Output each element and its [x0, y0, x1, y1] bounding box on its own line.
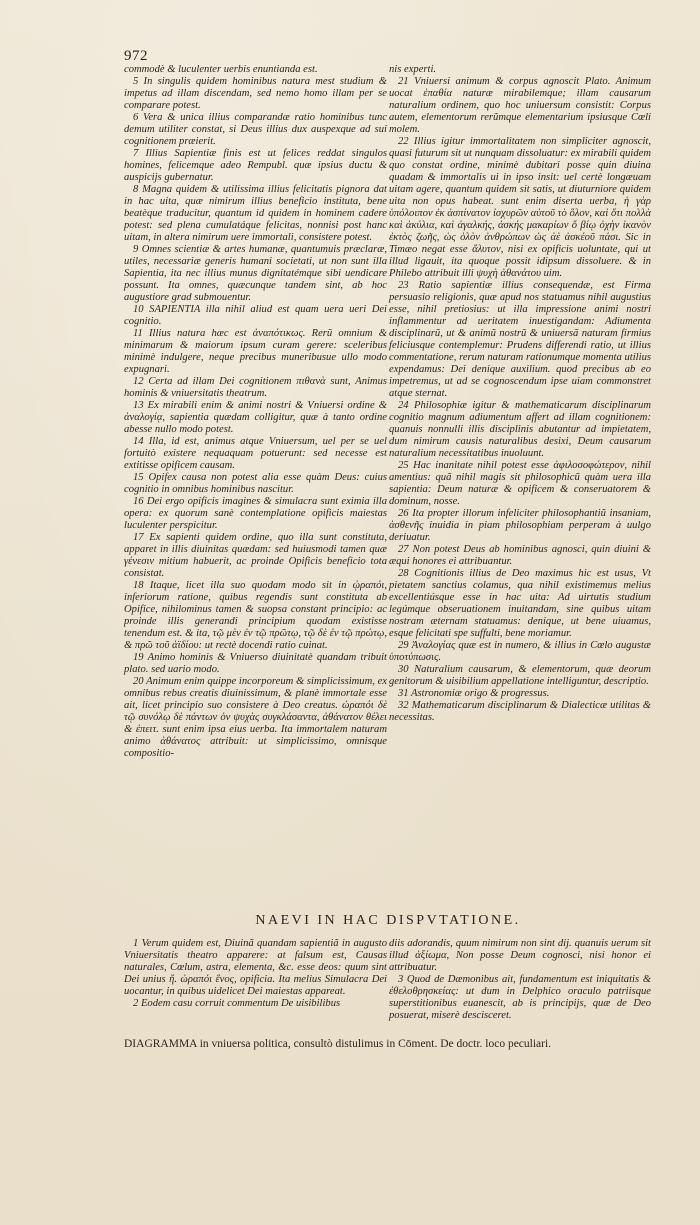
left-column — [124, 64, 387, 760]
naevi-right-column — [389, 938, 651, 1022]
naevi-left-column — [124, 938, 387, 1010]
paragraph: 17 Ex sapienti quidem ordine, quo illa sunt constituta, apparet in illis diuinitas quædam: sed huiusmodi tamen quæ γένεσιν mitium habuerit, ac proinde Opificis beneficio tota consistat. — [124, 532, 387, 579]
paragraph: 6 Vera & unica illius comparandæ ratio hominibus tunc demum utiliter constat, si Deus illius dux auspexque ad sui cognitionem præierit. — [124, 112, 387, 147]
paragraph: 20 Animum enim quippe incorporeum & simplicissimum, ex omnibus rebus creatis diuinissimum, & planè immortale esse ait, licet principio suo consistere à Deo creatus. ὠραπόι δὲ τῷ συνόλῳ δὲ πάντων ὁν ψυχὰς συγκλάσαντα, ἀθάνατον θέλει & ἐπειτ. sunt enim ipsa eius uerba. Ita immortalem naturam animo ἀθάνατος attribuit: ut simplicissimo, omnisque compositio- — [124, 676, 387, 759]
paragraph: 10 SAPIENTIA illa nihil aliud est quam uera ueri Dei cognitio. — [124, 304, 387, 327]
paragraph: 28 Cognitionis illius de Deo maximus hic est usus, Vt pietatem sanctius colamus, qua nihil existimemus melius excellentiúsque esse in hac uita: Ad uirtutis studium legúmque obseruationem inuitandam, sine quibus uitam nostram æternam statuamus: denique, ut bene uiuamus, esque felicitati spe suffulti, bene moriamur. — [389, 568, 651, 639]
paragraph: 14 Illa, id est, animus atque Vniuersum, uel per se uel fortuitò existere nequaquam potuerunt: sed necesse est extitisse opificem causam. — [124, 436, 387, 471]
paragraph: 31 Astronomiæ origo & progressus. — [398, 688, 550, 699]
paragraph: diis adorandis, quum nimirum non sint dij. quanuis uerum sit illud ἀξίωμα, Non posse Deum cognosci, nisi honor ei attribuatur. — [389, 938, 651, 973]
paragraph: 19 Animo hominis & Vniuerso diuinitatè quandam tribuit plato. sed uario modo. — [124, 652, 387, 675]
paragraph: 32 Mathematicarum disciplinarum & Dialecticæ utilitas & necessitas. — [389, 700, 651, 723]
paragraph: 15 Opifex causa non potest alia esse quàm Deus: cuius cognitio in omnibus hominibus nascitur. — [124, 472, 387, 495]
paragraph: 1 Verum quidem est, Diuinã quandam sapientiã in augusto Vniuersitatis theatro apparere: at falsum est, Causas naturales, Cœlum, astra, elementa, &c. esse deos: quum sint Dei unius ἤ. ὠραπόι ἕνος, opificia. Ita melius Simulacra Dei uocantur, in quibus uidelicet Dei maiestas appareat. — [124, 938, 387, 997]
paragraph: 7 Illius Sapientiæ finis est ut felices reddat singulos homines, felicemque adeo Rempubl. quæ ipsius ductu & auspicijs gubernatur. — [124, 148, 387, 183]
paragraph: 29 Ἀναλογίας quæ est in numero, & illius in Cœlo augustæ ὑποτύπωσις. — [389, 640, 651, 663]
paragraph: 25 Hac inanitate nihil potest esse ἀφιλοσοφώτερον, nihil amentius: quã nihil magis sit philosophicũ quàm uera illa sapientia: Deum naturæ & opificem & conseruatorem & dominum, nosse. — [389, 460, 651, 507]
paragraph: 23 Ratio sapientiæ illius consequendæ, est Firma persuasio religionis, quæ apud nos statuamus nihil augustius esse, nihil pretiosius: ut illa impressione animi nostri inflammentur ad ueritatem inuestigandam: Adiumenta disciplinarũ, ut & animũ nostrũ & uniuersã naturam firmius feliciusque contemplemur: Prudens differendi ratio, ut illius commentatione, rerum naturam rationumque momenta utilius expendamus: Dei denique auxilium. quod precibus ab eo impetremus, ut ad se cognoscendum ipse uiam commonstret atque sternat. — [389, 280, 651, 399]
paragraph: 9 Omnes scientiæ & artes humanæ, quantumuis præclaræ, utiles, necessariæ generis humani societati, ut non sunt illa Sapientia, ita nec illius munus dignitatémque sibi uendicare possunt. Ita omnes, quæcunque tandem sint, ab hoc augustiore grad submouentur. — [124, 244, 387, 303]
paragraph: 16 Dei ergo opificis imagines & simulacra sunt eximia illa opera: ex quorum sanè contemplatione opificis maiestas luculenter perspicitur. — [124, 496, 387, 531]
paragraph: 26 Ita propter illorum infeliciter philosophantiũ insaniam, ἀσθενῆς inuidia in piam philosophiam perperam à uulgo deriuatur. — [389, 508, 651, 543]
section-heading: NAEVI IN HAC DISPVTATIONE. — [255, 913, 521, 928]
paragraph: 12 Certa ad illam Dei cognitionem πιθανὰ sunt, Animus hominis & vniuersitatis theatrum. — [124, 376, 387, 399]
paragraph: 22 Illius igitur immortalitatem non simpliciter agnoscit, quasi futurum sit ut nunquam dissoluatur: ex mirabili quidem quo constat ordine, minimè dubitari posse quin diuina quadam & immortalis ui in ipso insit: uel certè longæuam uitam agere, quantum quidem sit satis, ut diuturniore quidem uita non opus habeat. sunt enim diserta uerba, ἡ γὰρ ὑπόλοιπον ἐκ ἀσπίνατον ἰσχυρῶν αὐτοῦ τὸ ὅλον, καὶ ὅτι πολλὰ καὶ ἀκύλια, καὶ ἀγαλκής, ἀσκής μακαρίων ὅ βίῳ ὀχὴν ἰκανὸν ἐκτὸς ζωῆς, ὡς ὁλὸν ἀνθρώπων ὡς ἀὲ ἀσκέοῦ πάσι. Sic in Timæo negat esse ἄλυτον, nisi ex opificis uoluntate, qui ut illud ligauit, ita quoque possit idipsum dissoluere. & in Philebo attribuit illi ψυχὴ ἀθανάτου uim. — [389, 136, 651, 279]
page-number: 972 — [124, 48, 148, 64]
paragraph: 30 Naturalium causarum, & elementorum, quæ deorum genitorum & uisibilium appellatione intelliguntur, descriptio. — [389, 664, 651, 687]
paragraph: nis experti. — [389, 64, 437, 75]
paragraph: 18 Itaque, licet illa suo quodam modo sit in ᾠραπόι, inferiorum ratione, quibus regendis sunt constituta ab Opifice, nihilominus tamen & suopsa constant principio: ac proinde illis generandi principium quodam existisse tenendum est. & ita, τῷ μὲν ἐν τῷ πρῶτῳ, τῷ δὲ ἐν τῷ πρώτῳ, & πρῶ τοῦ ἀϊδίου: ut rectè docendi ratio cuinat. — [124, 580, 387, 651]
paragraph: 27 Non potest Deus ab hominibus agnosci, quin diuini & æqui honores ei attribuantur. — [389, 544, 651, 567]
paragraph: 5 In singulis quidem hominibus natura mest studium & impetus ad illam discendam, sed nemo homo illam per se comparare potest. — [124, 76, 387, 111]
paragraph: commodè & luculenter uerbis enuntianda est. — [124, 64, 318, 75]
paragraph: 8 Magna quidem & utilissima illius felicitatis pignora dat in hac uita, quæ nimirum illius beneficio instituta, bene beatèque traducitur, quantum id quidem in hominem cadere potest: sed plena cumulatáque felicitas, nonnisi post hanc uitam, in altera nimirum uere immortali, consistere potest. — [124, 184, 387, 243]
paragraph: 2 Eodem casu corruit commentum De uisibilibus — [133, 998, 341, 1009]
paragraph: 11 Illius natura hæc est ἀναπότικως. Rerũ omnium & minimarum & maiorum ipsum curam gerere: sceleribus minimè indulgere, neque precibus muneribusue ullo modo expugnari. — [124, 328, 387, 375]
paragraph: 21 Vniuersi animum & corpus agnoscit Plato. Animum uocat ἐπαθία naturæ mirabilemque; illam causarum naturalium ordinem, quo hoc uniuersum consistit: Corpus autem, elementorum rerũmque elementarium ipsiusque Cœli molem. — [389, 76, 651, 135]
right-column — [389, 64, 651, 724]
paragraph: 13 Ex mirabili enim & animi nostri & Vniuersi ordine & ἀναλογίᾳ, sapientia quædam colligitur, quæ à tanto ordine abesse nullo modo potest. — [124, 400, 387, 435]
paragraph: 3 Quod de Dæmonibus ait, fundamentum est iniquitatis & ἐθελοθρησκείας: ut dum in Delphico oraculo patriisque superstitionibus euanescit, ab is principijs, quæ de Deo posuerat, miserè descisceret. — [389, 974, 651, 1021]
paragraph: 24 Philosophiæ igitur & mathematicarum disciplinarum cognitio magnum adiumentum affert ad illam cognitionem: quanuis nonnulli illis disciplinis abutantur ad impietatem, dum nimirum causis naturalibus desixi, Deum causarum naturalium necessitatibus inuoluunt. — [389, 400, 651, 459]
footer-note: DIAGRAMMA in vniuersa politica, consultò distulimus in Cōment. De doctr. loco peculiari. — [124, 1038, 552, 1050]
